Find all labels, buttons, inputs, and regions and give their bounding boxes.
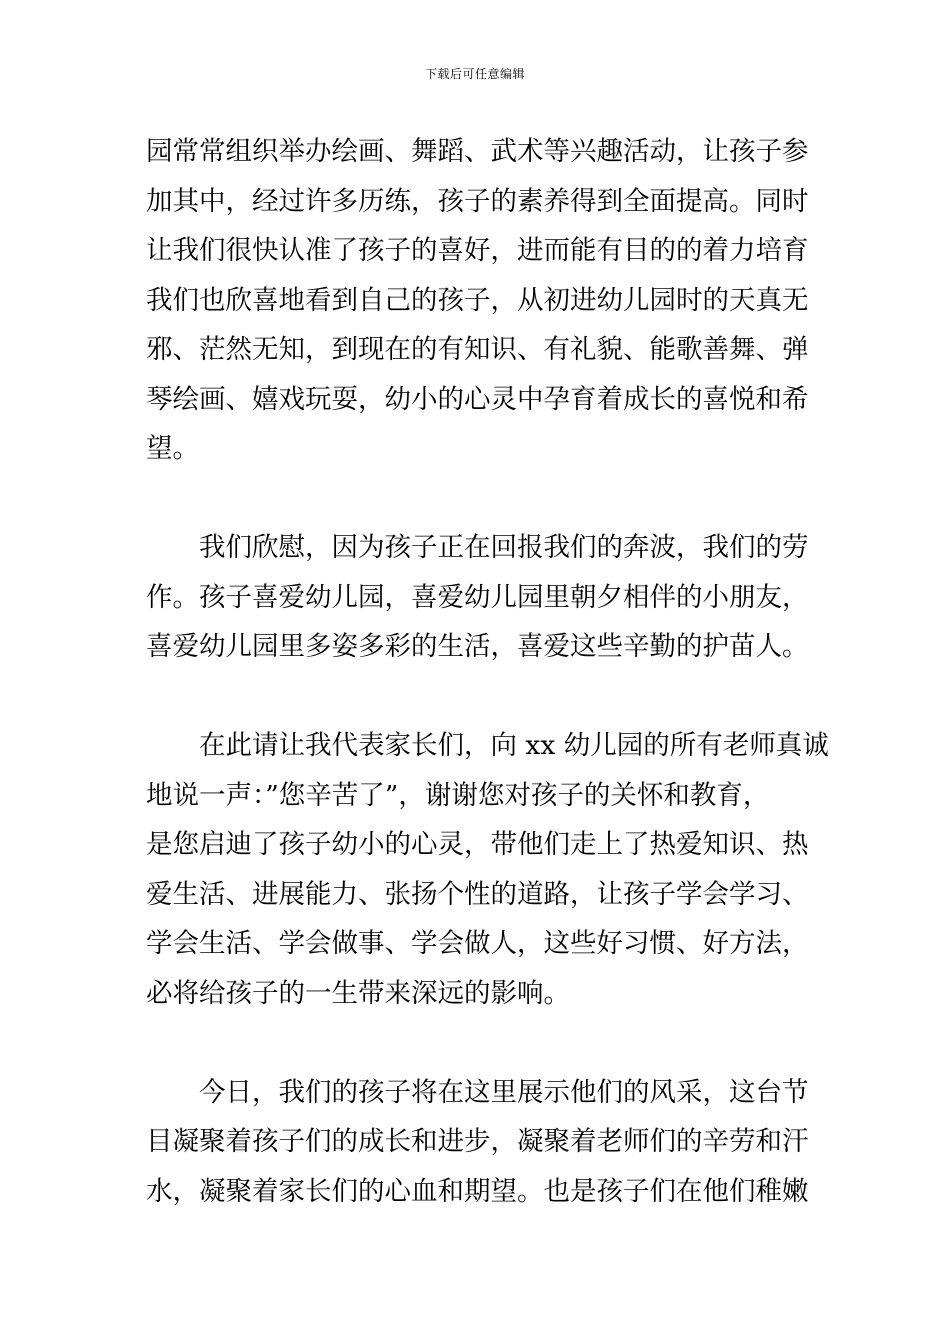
paragraph-2 bbox=[146, 523, 808, 672]
paragraph-gap bbox=[146, 474, 808, 524]
text-line: 必将给孩子的一生带来深远的影响。 bbox=[146, 977, 570, 1009]
text-line: 琴绘画、嬉戏玩耍，幼小的心灵中孕育着成长的喜悦和希 bbox=[146, 383, 809, 415]
paragraph-gap bbox=[146, 1018, 808, 1068]
text-line: 地说一声：”您辛苦了”，谢谢您对孩子的关怀和教育， bbox=[146, 779, 770, 811]
paragraph-4 bbox=[146, 1068, 808, 1217]
paragraph-1 bbox=[146, 127, 808, 474]
text-line: 在此请让我代表家长们，向 xx 幼儿园的所有老师真诚 bbox=[199, 730, 829, 761]
text-line: 水，凝聚着家长们的心血和期望。也是孩子们在他们稚嫩 bbox=[146, 1175, 809, 1207]
text-line: 加其中，经过许多历练，孩子的素养得到全面提高。同时 bbox=[146, 185, 809, 217]
page-header: 下载后可任意编辑 bbox=[424, 67, 525, 81]
text-line: 邪、茫然无知，到现在的有知识、有礼貌、能歌善舞、弹 bbox=[146, 334, 809, 365]
text-line: 喜爱幼儿园里多姿多彩的生活，喜爱这些辛勤的护苗人。 bbox=[146, 631, 809, 662]
text-line: 爱生活、进展能力、张扬个性的道路，让孩子学会学习、 bbox=[146, 878, 809, 910]
text-line: 学会生活、学会做事、学会做人，这些好习惯、好方法， bbox=[146, 928, 809, 959]
paragraph-3 bbox=[146, 721, 829, 1018]
text-line: 我们欣慰，因为孩子正在回报我们的奔波，我们的劳 bbox=[199, 532, 809, 563]
document-body bbox=[146, 127, 829, 1216]
text-line: 今日，我们的孩子将在这里展示他们的风采，这台节 bbox=[199, 1076, 809, 1108]
text-line: 园常常组织举办绘画、舞蹈、武术等兴趣活动，让孩子参 bbox=[146, 136, 809, 167]
text-line: 望。 bbox=[146, 433, 199, 464]
text-line: 作。孩子喜爱幼儿园，喜爱幼儿园里朝夕相伴的小朋友， bbox=[146, 581, 809, 613]
text-line: 我们也欣喜地看到自己的孩子，从初进幼儿园时的天真无 bbox=[146, 284, 809, 316]
text-line: 是您启迪了孩子幼小的心灵，带他们走上了热爱知识、热 bbox=[146, 829, 809, 860]
paragraph-gap bbox=[146, 672, 808, 722]
text-line: 让我们很快认准了孩子的喜好，进而能有目的的着力培育 bbox=[146, 235, 809, 266]
text-line: 目凝聚着孩子们的成长和进步，凝聚着老师们的辛劳和汗 bbox=[146, 1126, 809, 1157]
